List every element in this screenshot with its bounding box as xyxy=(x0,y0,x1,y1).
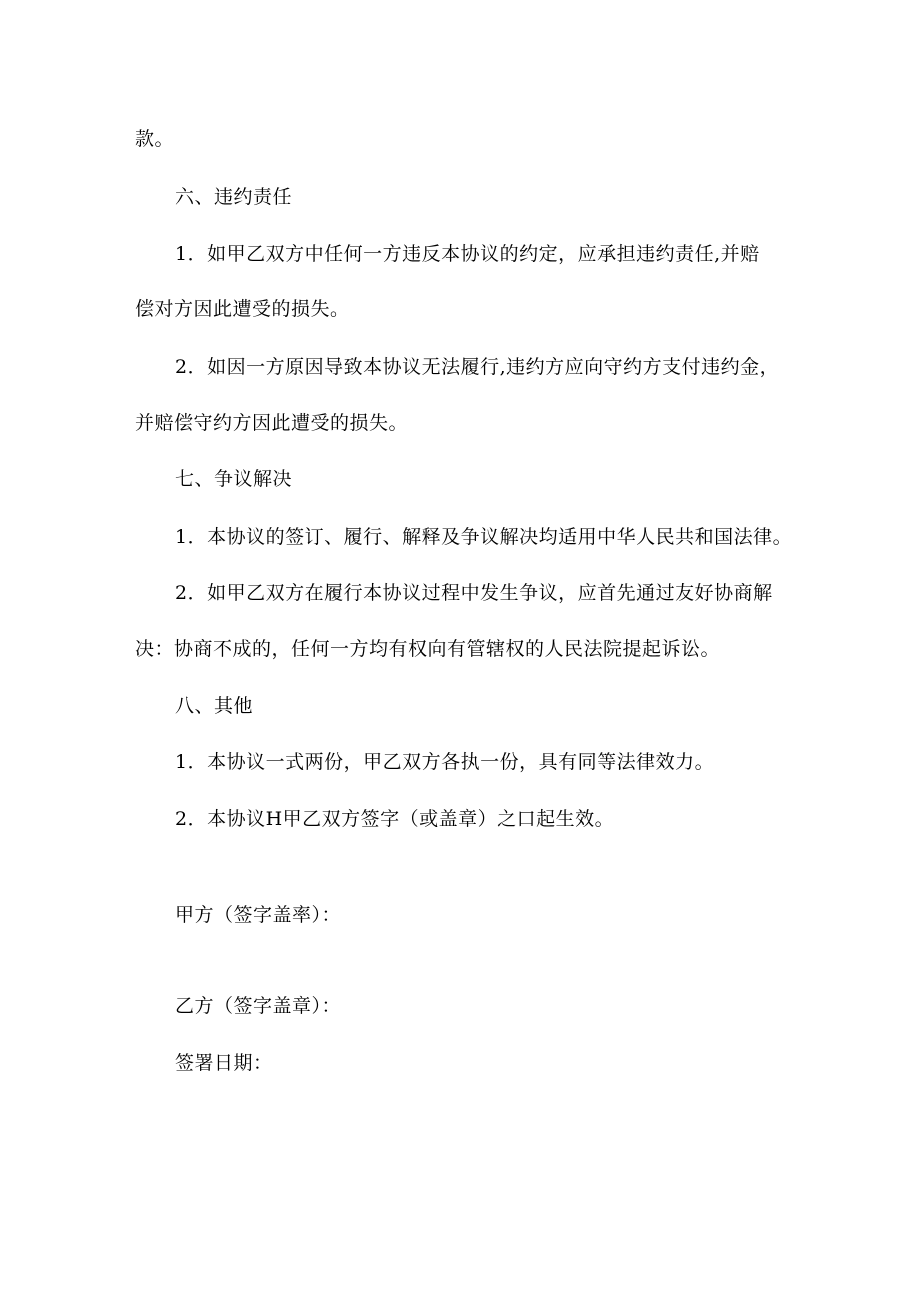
party-a-signature: 甲方（签字盖率）： xyxy=(175,904,342,926)
section-6-item-2-line-1: 2．如因一方原因导致本协议无法履行,违约方应向守约方支付违约金， xyxy=(175,356,780,378)
section-8-heading: 八、其他 xyxy=(175,695,254,717)
continuation-text: 款。 xyxy=(135,128,175,150)
section-6-heading: 六、违约责任 xyxy=(175,186,293,208)
signing-date: 签署日期： xyxy=(175,1052,273,1074)
section-8-item-1: 1．本协议一式两份，甲乙双方各执一份，具有同等法律效力。 xyxy=(175,751,715,773)
section-7-item-2-line-1: 2．如甲乙双方在履行本协议过程中发生争议，应首先通过友好协商解 xyxy=(175,582,773,604)
section-7-heading: 七、争议解决 xyxy=(175,468,293,490)
section-6-item-2-line-2: 并赔偿守约方因此遭受的损失。 xyxy=(135,412,409,434)
section-7-item-1: 1．本协议的签订、履行、解释及争议解决均适用中华人民共和国法律。 xyxy=(175,526,793,548)
party-b-signature: 乙方（签字盖章）： xyxy=(175,995,342,1017)
section-6-item-1-line-2: 偿对方因此遭受的损失。 xyxy=(135,298,350,320)
section-8-item-2: 2．本协议H甲乙双方签字（或盖章）之口起生效。 xyxy=(175,808,615,830)
section-6-item-1-line-1: 1．如甲乙双方中任何一方违反本协议的约定，应承担违约责任,并赔 xyxy=(175,243,760,265)
section-7-item-2-line-2: 决：协商不成的，任何一方均有权向有管辖权的人民法院提起诉讼。 xyxy=(135,638,721,660)
